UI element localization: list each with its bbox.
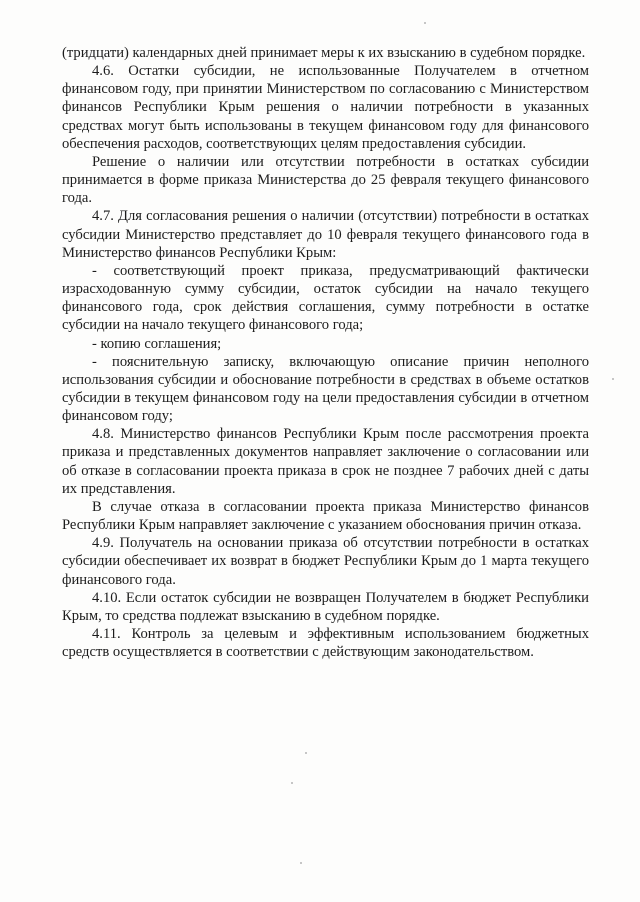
list-item-agreement-copy: - копию соглашения; [92,335,222,352]
scan-speck [291,782,293,784]
scan-speck [305,752,307,754]
paragraph-decision: Решение о наличии или отсутствии потребности в остатках субсидии принимается в форме приказа Министерства до 25 февраля текущего финансового года. [62,153,589,207]
paragraph-4-11: 4.11. Контроль за целевым и эффективным использованием бюджетных средств осуществляется в соответствии с действующим законодательством. [62,626,589,661]
paragraph-refusal: В случае отказа в согласовании проекта приказа Министерство финансов Республики Крым направляет заключение с указанием обоснования причин отказа. [62,498,589,534]
paragraph-4-8: 4.8. Министерство финансов Республики Крым после рассмотрения проекта приказа и представленных документов направляет заключение о согласовании или об отказе в согласовании проекта приказа в срок не позднее 7 рабочих дней с даты их представления. [62,426,589,497]
list-item-draft-order: - соответствующий проект приказа, предусматривающий фактически израсходованную сумму субсидии, остаток субсидии на начало текущего финансового года, срок действия соглашения, сумму потребности в остатке субсидии на начало текущего финансового года; [62,262,589,334]
scan-speck [300,862,302,864]
list-item-explanatory-note: - пояснительную записку, включающую описание причин неполного использования субсидии и обоснование потребности в средствах в объеме остатков субсидии в текущем финансовом году на цели предоставления субсидии в отчетном финансовом году; [62,353,589,425]
scan-speck [424,22,426,24]
paragraph-continuation: (тридцати) календарных дней принимает меры к их взысканию в судебном порядке. [62,45,586,61]
scan-speck [612,378,614,380]
paragraph-4-7: 4.7. Для согласования решения о наличии (отсутствии) потребности в остатках субсидии Министерство представляет до 10 февраля текущего финансового года в Министерство финансов Республики Крым: [62,208,589,261]
paragraph-4-9: 4.9. Получатель на основании приказа об отсутствии потребности в остатках субсидии обеспечивает их возврат в бюджет Республики Крым до 1 марта текущего финансового года. [62,535,589,588]
paragraph-4-6: 4.6. Остатки субсидии, не использованные Получателем в отчетном финансовом году, при принятии Министерством по согласованию с Министерством финансов Республики Крым решения о наличии потребности в указанных средствах могут быть использованы в текущем финансовом году для финансового обеспечения расходов, соответствующих целям предоставления субсидии. [62,63,589,152]
paragraph-4-10: 4.10. Если остаток субсидии не возвращен Получателем в бюджет Республики Крым, то средства подлежат взысканию в судебном порядке. [62,589,589,624]
document-body [62,44,589,661]
